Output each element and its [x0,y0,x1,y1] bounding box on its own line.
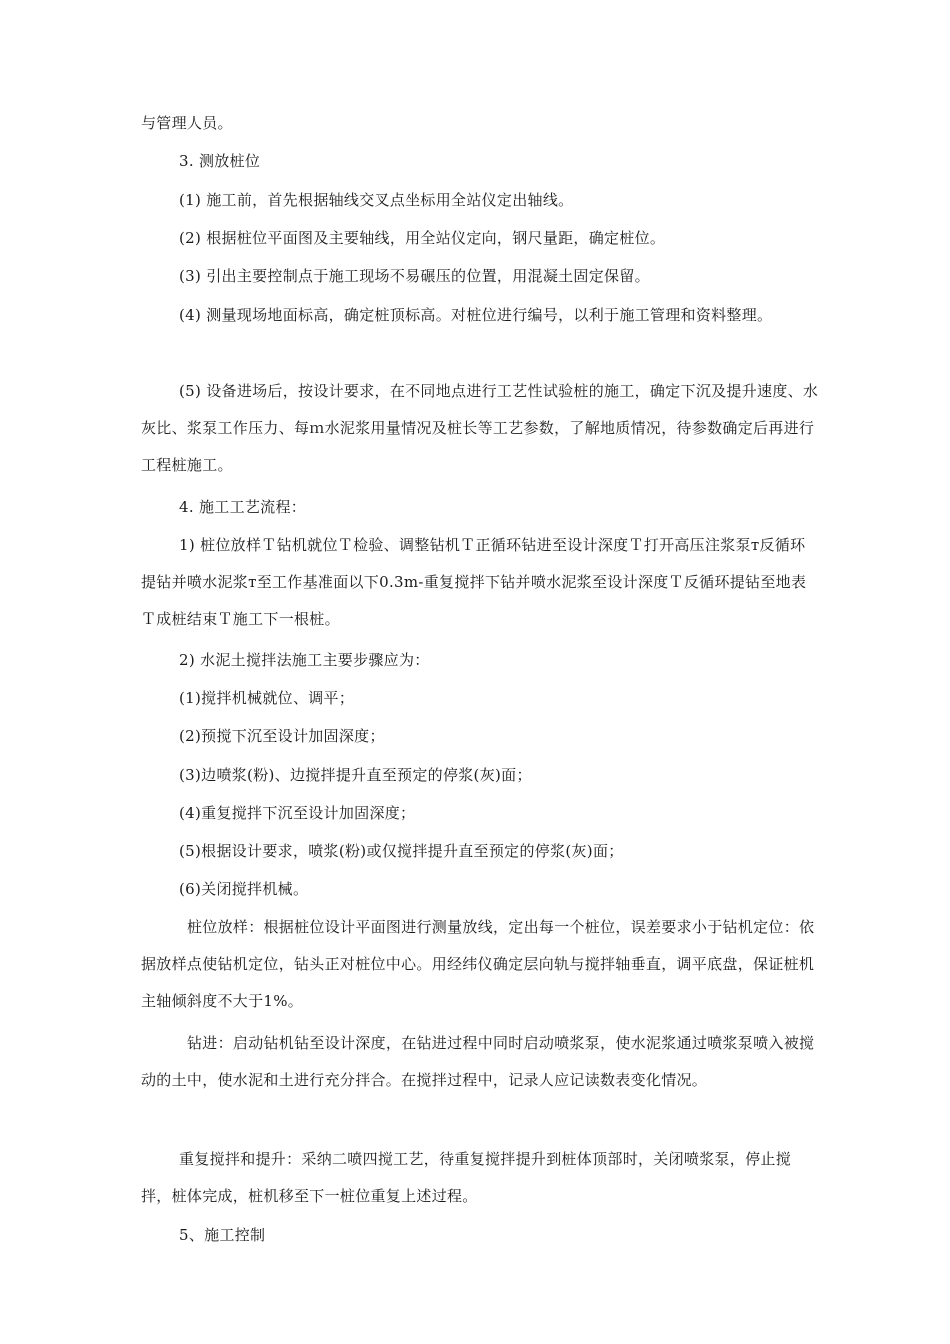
process-flow-sequence: 1) 桩位放样Ｔ钻机就位Ｔ检验、调整钻机Ｔ正循环钻进至设计深度Ｔ打开高压注浆泵ᴛ反循环提钻并喷水泥浆ᴛ至工作基准面以下0.3m-重复搅拌下钻并喷水泥浆至设计深度Ｔ反循环提钻至地表Ｔ成桩结束Ｔ施工下一根桩。 [141,536,807,628]
paragraph-drilling: 钻进：启动钻机钻至设计深度，在钻进过程中同时启动喷浆泵，使水泥浆通过喷浆泵喷入被搅动的土中，使水泥和土进行充分拌合。在搅拌过程中，记录人应记读数表变化情况。 [141,1034,815,1089]
step-item-1: (1)搅拌机械就位、调平； [179,689,355,707]
list-item-survey-3: (3) 引出主要控制点于施工现场不易碾压的位置，用混凝土固定保留。 [179,267,650,285]
paragraph-continuation: 与管理人员。 [141,114,233,132]
heading-process-flow: 4. 施工工艺流程： [179,498,307,516]
paragraph-pile-layout: 桩位放样：根据桩位设计平面图进行测量放线，定出每一个桩位，误差要求小于钻机定位：依据放样点使钻机定位，钻头正对桩位中心。用经纬仪确定层向轨与搅拌轴垂直，调平底盘，保证桩机主轴倾斜度不大于1%。 [141,918,815,1010]
step-item-5: (5)根据设计要求，喷浆(粉)或仅搅拌提升直至预定的停浆(灰)面； [179,842,624,860]
heading-construction-control: 5、施工控制 [179,1226,266,1244]
list-item-survey-4: (4) 测量现场地面标高，确定桩顶标高。对桩位进行编号，以利于施工管理和资料整理。 [179,306,773,324]
list-item-survey-5: (5) 设备进场后，按设计要求，在不同地点进行工艺性试验桩的施工，确定下沉及提升速度、水灰比、浆泵工作压力、每ｍ水泥浆用量情况及桩长等工艺参数，了解地质情况，待参数确定后再进行工程桩施工。 [141,382,819,474]
step-item-3: (3)边喷浆(粉)、边搅拌提升直至预定的停浆(灰)面； [179,766,532,784]
heading-main-steps: 2) 水泥土搅拌法施工主要步骤应为： [179,651,430,669]
step-item-6: (6)关闭搅拌机械。 [179,880,309,898]
heading-survey-pile-position: 3. 测放桩位 [179,152,261,170]
step-item-4: (4)重复搅拌下沉至设计加固深度； [179,804,416,822]
list-item-survey-1: (1) 施工前，首先根据轴线交叉点坐标用全站仪定出轴线。 [179,191,574,209]
paragraph-repeat-mixing: 重复搅拌和提升：采纳二喷四搅工艺，待重复搅拌提升到桩体顶部时，关闭喷浆泵，停止搅拌，桩体完成，桩机移至下一桩位重复上述过程。 [141,1150,792,1205]
list-item-survey-2: (2) 根据桩位平面图及主要轴线，用全站仪定向，钢尺量距，确定桩位。 [179,229,666,247]
step-item-2: (2)预搅下沉至设计加固深度； [179,727,385,745]
